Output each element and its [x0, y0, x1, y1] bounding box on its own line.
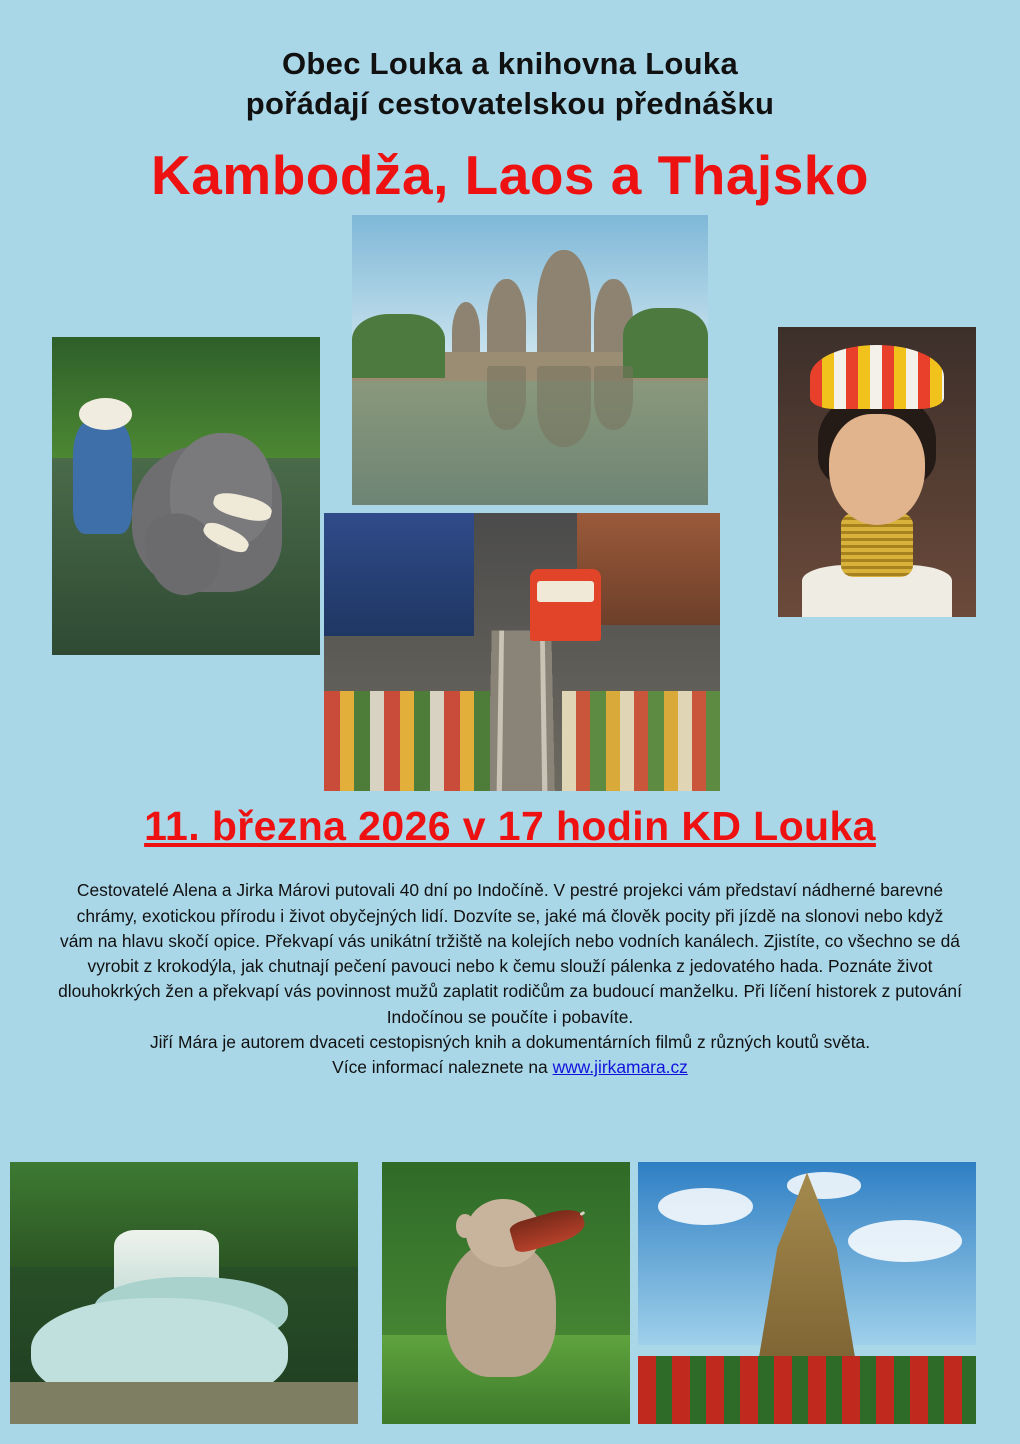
organizer-line-2: pořádají cestovatelskou přednášku	[245, 85, 775, 121]
description-block	[58, 878, 962, 1080]
photo-monkey-with-bottle	[382, 1162, 630, 1424]
decorative-railway-track	[488, 630, 555, 791]
more-info-prefix: Více informací naleznete na	[332, 1056, 553, 1077]
decorative-flowers	[638, 1356, 976, 1424]
page-title: Kambodža, Laos a Thajsko	[150, 144, 869, 207]
decorative-palm	[352, 314, 445, 378]
decorative-headdress	[810, 345, 945, 409]
decorative-reflection	[594, 366, 633, 430]
photo-long-neck-woman	[778, 327, 976, 617]
photo-angkor-wat	[352, 215, 708, 505]
decorative-reflection	[487, 366, 526, 430]
decorative-monkey-ear	[456, 1214, 473, 1238]
decorative-canopy	[324, 513, 474, 635]
decorative-water	[352, 366, 708, 505]
description-paragraph: Cestovatelé Alena a Jirka Márovi putovali 40 dní po Indočíně. V pestré projekci vám představí nádherné barevné chrámy, exotickou přírodu i život obyčejných lidí. Dozvíte se, jaké má člověk pocity při jízdě na slonovi nebo když vám na hlavu skočí opice. Překvapí vás unikátní tržiště na kolejích nebo vodních kanálech. Zjistíte, co všechno se dá vyrobit z krokodýla, jak chutnají pečení pavouci nebo k čemu slouží pálenka z jedovatého hada. Poznáte život dlouhokrkých žen a překvapí vás povinnost mužů zaplatit rodičům za budoucí manželku. Při líčení historek z putování Indočínou se poučíte i pobavíte.	[58, 880, 962, 1027]
decorative-cloud	[848, 1220, 963, 1262]
website-link[interactable]: www.jirkamara.cz	[552, 1056, 688, 1077]
decorative-tower	[537, 250, 590, 366]
decorative-face	[829, 414, 924, 524]
decorative-hat	[79, 398, 133, 430]
decorative-palm	[623, 308, 708, 378]
author-paragraph: Jiří Mára je autorem dvaceti cestopisných knih a dokumentárních filmů z různých koutů světa.	[149, 1031, 871, 1052]
organizer-line-1: Obec Louka a knihovna Louka	[282, 46, 738, 81]
decorative-reflection	[537, 366, 590, 447]
decorative-rocks	[10, 1382, 358, 1424]
photo-elephant-bathing	[52, 337, 320, 655]
photo-train-market	[324, 513, 720, 791]
decorative-market-goods	[324, 691, 490, 791]
photo-golden-stupa	[638, 1162, 976, 1424]
top-image-collage	[0, 215, 1020, 785]
decorative-train	[530, 569, 601, 641]
bottom-image-strip	[0, 1162, 1020, 1424]
poster-header	[0, 0, 1020, 123]
event-date-line: 11. března 2026 v 17 hodin KD Louka	[144, 803, 876, 850]
decorative-market-goods	[562, 691, 720, 791]
decorative-cloud	[787, 1172, 861, 1198]
decorative-train-window	[537, 581, 594, 603]
photo-waterfall	[10, 1162, 358, 1424]
more-info-paragraph	[58, 1055, 962, 1080]
decorative-person	[73, 420, 132, 534]
decorative-cloud	[658, 1188, 753, 1225]
